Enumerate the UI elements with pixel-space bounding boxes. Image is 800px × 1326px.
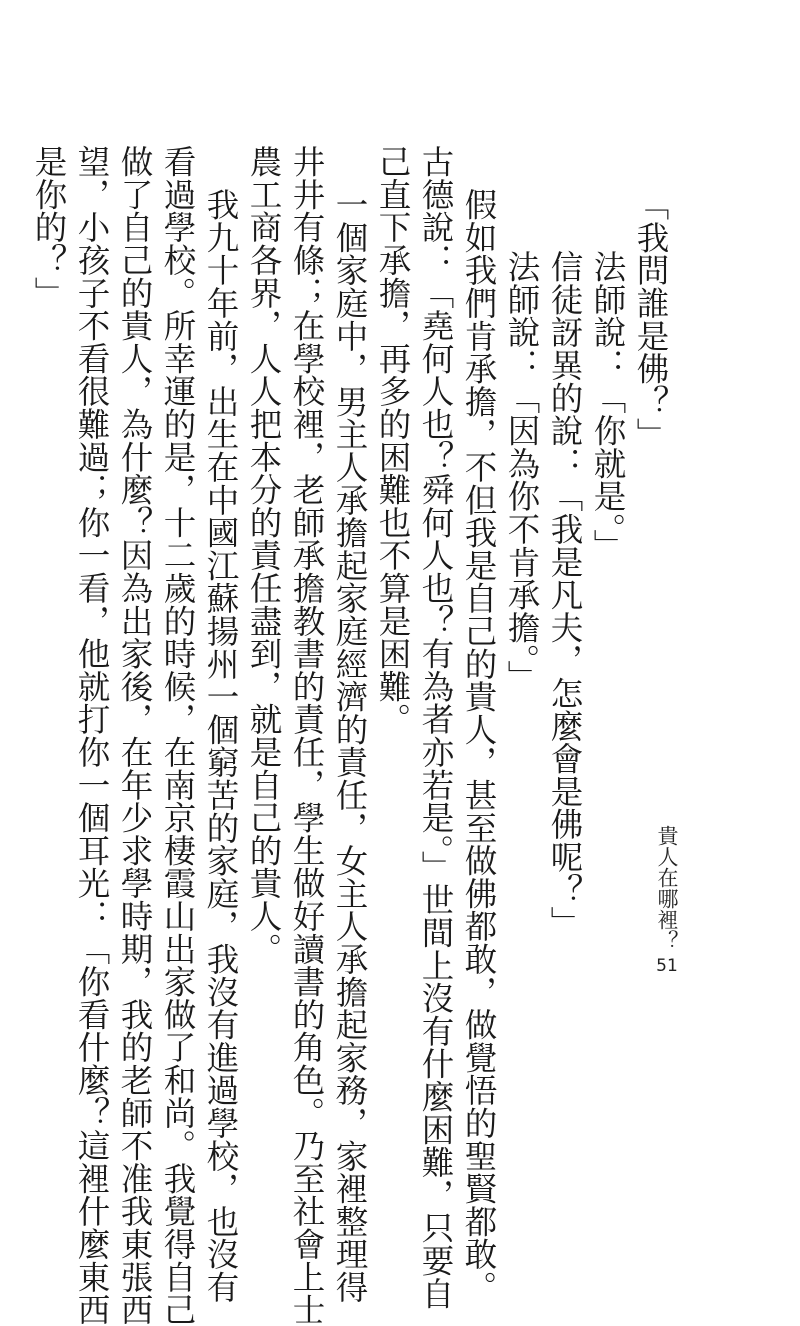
text-column-11: 是你的？」 xyxy=(30,145,68,309)
text-column-7: 我九十年前，出生在中國江蘇揚州一個窮苦的家庭，我沒有進過學校，也沒有 xyxy=(202,188,240,1304)
dialogue-line-1: 「我問誰是佛？」 xyxy=(632,188,670,451)
text-column-5: 井井有條；在學校裡，老師承擔教書的責任，學生做好讀書的角色。乃至社會上士 xyxy=(288,145,326,1326)
dialogue-line-2: 法師說：「你就是。」 xyxy=(589,250,627,562)
text-column-2: 古德說：「堯何人也？舜何人也？有為者亦若是。」世間上沒有什麼困難，只要自 xyxy=(417,145,455,1310)
text-column-3: 己直下承擔，再多的困難也不算是困難。 xyxy=(374,145,412,736)
dialogue-line-3: 信徒訝異的說：「我是凡夫，怎麼會是佛呢？」 xyxy=(546,250,584,939)
text-column-10: 望，小孩子不看很難過；你一看，他就打你一個耳光：「你看什麼？這裡什麼東西 xyxy=(73,145,111,1326)
text-column-9: 做了自己的貴人，為什麼？因為出家後，在年少求學時期，我的老師不准我東張西 xyxy=(116,145,154,1326)
text-column-6: 農工商各界，人人把本分的責任盡到，就是自己的貴人。 xyxy=(245,145,283,965)
dialogue-line-4: 法師說：「因為你不肯承擔。」 xyxy=(503,250,541,693)
text-column-1: 假如我們肯承擔，不但我是自己的貴人，甚至做佛都敢，做覺悟的聖賢都敢。 xyxy=(460,188,498,1304)
text-column-8: 看過學校。所幸運的是，十二歲的時候，在南京棲霞山出家做了和尚。我覺得自己 xyxy=(159,145,197,1326)
book-title: 貴人在哪裡？ xyxy=(655,825,679,951)
text-column-4: 一個家庭中，男主人承擔起家庭經濟的責任，女主人承擔起家務，家裡整理得 xyxy=(331,188,369,1304)
page-number: 51 xyxy=(656,956,678,976)
